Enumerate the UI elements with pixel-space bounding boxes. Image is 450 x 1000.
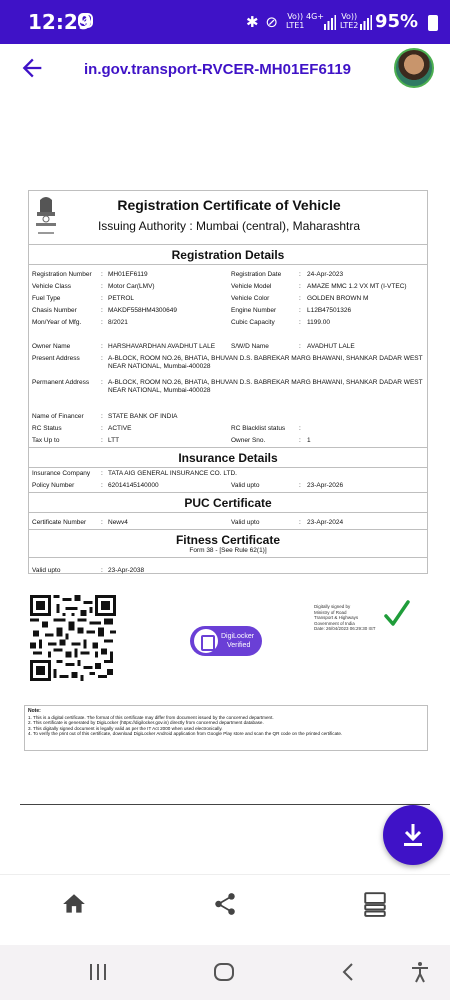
sig-line: Government of India [314, 620, 355, 626]
detail-row [29, 317, 427, 329]
owner-row [29, 341, 427, 353]
field-label: Owner Sno. [231, 437, 266, 444]
field-value: 1199.00 [307, 319, 331, 326]
permanent-address: A-BLOCK, ROOM NO.26, BHATIA, BHUVAN D.S. BABREKAR MARG BHAWANI, SHANKAR DADAR WEST NEAR NATIONAL, Mumbai-400028 [108, 379, 423, 394]
field-label: Valid upto [32, 567, 61, 574]
permanent-address-row [29, 377, 427, 397]
field-label: Insurance Company [32, 470, 91, 477]
tax-row [29, 435, 427, 447]
field-value: MH01EF6119 [108, 271, 148, 278]
layout-icon[interactable] [362, 891, 388, 917]
sim1-volte: Vo)) [287, 12, 304, 21]
field-label: Name of Financer [32, 413, 84, 420]
relation-name: AVADHUT LALE [307, 343, 355, 350]
note-line: 1. This is a digital certificate. The format of this certificate may differ from document issued by the concerned department. [28, 714, 274, 720]
puc-number: Newv4 [108, 519, 128, 526]
field-value: 24-Apr-2023 [307, 271, 344, 278]
sig-date: Date: 26/04/2023 06:29:30 IST [314, 626, 376, 632]
note-line: 2. This certificate is generated by DigiLocker (https://digilocker.gov.in) directly from concerned department database. [28, 720, 264, 726]
bluetooth-mute-icons: ✱ ⊘ [246, 13, 279, 31]
sim2-lte: LTE2 [340, 21, 359, 30]
field-label: Owner Name [32, 343, 71, 350]
owner-name: HARSHAVARDHAN AVADHUT LALE [108, 343, 216, 350]
verified-check-icon [384, 600, 410, 628]
colon: : [101, 355, 103, 362]
insurance-company-row [29, 468, 427, 480]
present-address-row [29, 353, 427, 373]
colon: : [299, 271, 301, 278]
colon: : [101, 283, 103, 290]
colon: : [299, 295, 301, 302]
system-navigation-bar [0, 945, 450, 1000]
field-label: Vehicle Color [231, 295, 270, 302]
puc-valid-upto: 23-Apr-2024 [307, 519, 344, 526]
sim2-volte: Vo)) [341, 12, 358, 21]
field-value: AMAZE MMC 1.2 VX MT (I-VTEC) [307, 283, 407, 290]
puc-row [29, 517, 427, 529]
rc-status: ACTIVE [108, 425, 132, 432]
colon: : [101, 271, 103, 278]
policy-number: 62014145140000 [108, 482, 159, 489]
tax-upto: LTT [108, 437, 120, 444]
financer-row [29, 411, 427, 423]
field-value: GOLDEN BROWN M [307, 295, 369, 302]
accessibility-icon[interactable] [408, 960, 432, 984]
back-arrow-icon[interactable] [18, 54, 46, 82]
digilocker-icon [194, 629, 218, 653]
field-value: PETROL [108, 295, 135, 302]
insurance-company: TATA AIG GENERAL INSURANCE CO. LTD. [108, 470, 237, 477]
colon: : [101, 319, 103, 326]
download-button[interactable] [383, 805, 443, 865]
certificate-header [29, 191, 427, 245]
field-value: L12B47501326 [307, 307, 352, 314]
colon: : [101, 343, 103, 350]
field-label: Valid upto [231, 519, 260, 526]
sig-line: Ministry of Road [314, 609, 347, 615]
colon: : [101, 567, 103, 574]
colon: : [101, 519, 103, 526]
fitness-valid-upto: 23-Apr-2038 [108, 567, 145, 574]
field-label: Certificate Number [32, 519, 87, 526]
certificate-title: Registration Certificate of Vehicle [117, 197, 341, 213]
status-time: 12:29 [28, 10, 92, 34]
field-value: 8/2021 [108, 319, 128, 326]
sig-line: Digitally signed by [314, 604, 351, 609]
field-label: Mon/Year of Mfg. [32, 319, 82, 326]
sim2-indicator [340, 12, 358, 30]
home-pill-icon[interactable] [212, 960, 236, 984]
financer-name: STATE BANK OF INDIA [108, 413, 178, 420]
download-icon [401, 822, 425, 848]
home-icon[interactable] [61, 891, 87, 917]
issuing-authority: Issuing Authority : Mumbai (central), Maharashtra [97, 219, 361, 233]
qr-code [30, 595, 116, 681]
colon: : [299, 307, 301, 314]
colon: : [299, 519, 301, 526]
page-title: in.gov.transport-RVCER-MH01EF6119 [84, 61, 352, 78]
note-heading: Note: [28, 708, 41, 714]
colon: : [299, 319, 301, 326]
colon: : [101, 482, 103, 489]
colon: : [299, 437, 301, 444]
registration-details-heading: Registration Details [29, 245, 427, 265]
insurance-valid-upto: 23-Apr-2026 [307, 482, 344, 489]
nav-back-icon[interactable] [337, 960, 361, 984]
field-value: MAKDF558HM4300649 [108, 307, 178, 314]
field-label: Policy Number [32, 482, 75, 489]
colon: : [299, 283, 301, 290]
instagram-notification-icon [78, 13, 93, 28]
digilocker-verified-badge [190, 626, 262, 656]
colon: : [101, 413, 103, 420]
sim1-network-type: 4G+ [306, 12, 324, 21]
colon: : [299, 425, 301, 432]
colon: : [101, 437, 103, 444]
field-label: Engine Number [231, 307, 277, 314]
disclaimer-note [24, 705, 428, 751]
battery-level: 95% [375, 11, 419, 32]
field-label: Tax Up to [32, 437, 60, 444]
puc-certificate-heading: PUC Certificate [29, 492, 427, 513]
field-label: Valid upto [231, 482, 260, 489]
fitness-certificate-heading: Fitness Certificate [29, 529, 427, 547]
field-label: Present Address [32, 355, 80, 362]
insurance-details-heading: Insurance Details [29, 447, 427, 468]
note-line: 3. This digitally signed document is legally valid as per the IT Act 2000 when used electronically. [28, 725, 223, 731]
detail-row [29, 269, 427, 281]
status-bar [0, 0, 450, 44]
field-label: Permanent Address [32, 379, 90, 386]
registration-certificate [28, 190, 428, 574]
note-line: 4. To verify the print out of this certificate, download DigiLocker Android application from Google Play store and scan the QR code on the printed certificate. [28, 731, 343, 737]
rc-status-row [29, 423, 427, 435]
policy-row [29, 480, 427, 492]
fitness-form-reference: Form 38 - [See Rule 62(1)] [189, 547, 267, 554]
digital-signature [314, 604, 414, 640]
colon: : [299, 343, 301, 350]
colon: : [101, 425, 103, 432]
field-label: Registration Number [32, 271, 92, 278]
detail-row [29, 281, 427, 293]
recents-icon[interactable] [86, 960, 110, 984]
field-label: S/W/D Name [231, 343, 269, 350]
colon: : [101, 470, 103, 477]
field-label: Fuel Type [32, 295, 61, 302]
field-value: Motor Car(LMV) [108, 283, 155, 290]
digilocker-label: DigiLocker [221, 633, 255, 640]
colon: : [299, 482, 301, 489]
content-divider [20, 804, 430, 805]
colon: : [101, 307, 103, 314]
field-label: RC Blacklist status [231, 425, 286, 432]
avatar[interactable] [394, 48, 434, 88]
bottom-toolbar [0, 874, 450, 932]
signal2-icon [360, 14, 372, 30]
field-label: RC Status [32, 425, 62, 432]
share-icon[interactable] [212, 891, 238, 917]
detail-row [29, 293, 427, 305]
fitness-row [29, 565, 427, 577]
present-address: A-BLOCK, ROOM NO.26, BHATIA, BHUVAN D.S. BABREKAR MARG BHAWANI, SHANKAR DADAR WEST NEAR NATIONAL, Mumbai-400028 [108, 355, 423, 370]
field-label: Vehicle Class [32, 283, 72, 290]
sim1-indicator [286, 12, 304, 30]
field-label: Vehicle Model [231, 283, 272, 290]
field-label: Cubic Capacity [231, 319, 275, 326]
sig-line: Transport & Highways [314, 615, 359, 621]
field-label: Registration Date [231, 271, 282, 278]
sim1-lte: LTE1 [286, 21, 305, 30]
detail-row [29, 305, 427, 317]
colon: : [101, 295, 103, 302]
app-bar [0, 44, 450, 100]
owner-serial: 1 [307, 437, 311, 444]
field-label: Chasis Number [32, 307, 77, 314]
battery-icon [428, 15, 438, 31]
colon: : [101, 379, 103, 386]
verified-label: Verified [227, 642, 251, 649]
signal1-icon [324, 14, 336, 30]
